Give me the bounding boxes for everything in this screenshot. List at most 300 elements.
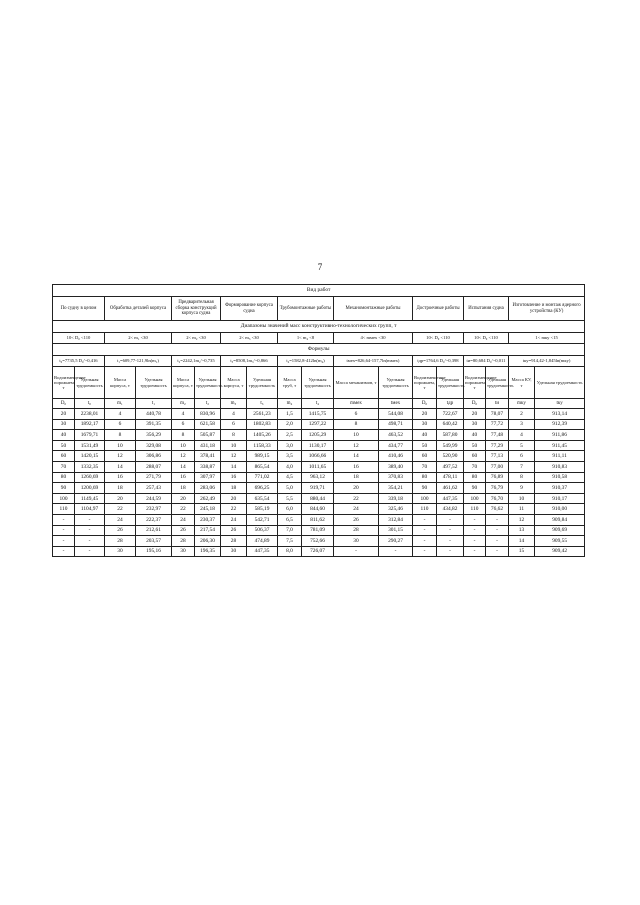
- value-cell: 12: [221, 451, 247, 462]
- value-cell: 1011,65: [302, 461, 334, 472]
- value-cell: 30: [221, 546, 247, 557]
- value-cell: 621,58: [195, 419, 221, 430]
- value-cell: 70: [464, 461, 486, 472]
- value-cell: -: [437, 546, 464, 557]
- value-cell: -: [53, 514, 75, 525]
- range-cell: 1< mку <15: [509, 333, 585, 344]
- value-cell: 378,41: [195, 451, 221, 462]
- value-cell: 3,0: [278, 440, 302, 451]
- table-row: [53, 493, 585, 504]
- value-cell: 26: [172, 525, 195, 536]
- value-cell: 12: [509, 514, 535, 525]
- formula-cell: tмех=826,64-157,7ln(mмех): [334, 356, 413, 367]
- value-cell: -: [486, 546, 509, 557]
- value-cell: 80: [53, 472, 75, 483]
- value-cell: -: [437, 514, 464, 525]
- symbol-cell: t₄: [302, 399, 334, 409]
- value-cell: -: [486, 536, 509, 547]
- value-cell: 18: [221, 483, 247, 494]
- value-cell: -: [75, 546, 105, 557]
- value-cell: 40: [53, 430, 75, 441]
- value-cell: 1679,71: [75, 430, 105, 441]
- value-cell: 9: [509, 483, 535, 494]
- work-type-header: Обработка деталей корпуса: [105, 297, 172, 321]
- value-cell: 370,83: [379, 472, 413, 483]
- work-type-header: Формирование корпуса судна: [221, 297, 278, 321]
- value-cell: 20: [221, 493, 247, 504]
- value-cell: 542,71: [247, 514, 278, 525]
- value-cell: 26: [221, 525, 247, 536]
- table-row: [53, 536, 585, 547]
- value-cell: 70: [413, 461, 437, 472]
- value-cell: -: [413, 525, 437, 536]
- value-cell: 8,0: [278, 546, 302, 557]
- formula-cell: t₁=609,77-121,9ln(m₁): [105, 356, 172, 367]
- value-cell: 911,45: [535, 440, 585, 451]
- value-cell: 781,09: [302, 525, 334, 536]
- value-cell: 880,44: [302, 493, 334, 504]
- value-cell: 100: [413, 493, 437, 504]
- value-cell: 76,89: [486, 472, 509, 483]
- value-cell: 1420,15: [75, 451, 105, 462]
- value-cell: 20: [334, 483, 379, 494]
- value-cell: 1158,33: [247, 440, 278, 451]
- param-header: Водоизмещение порожнем, т: [53, 367, 75, 399]
- value-cell: 307,97: [195, 472, 221, 483]
- value-cell: 434,82: [437, 504, 464, 515]
- value-cell: 1892,17: [75, 419, 105, 430]
- value-cell: 30: [464, 419, 486, 430]
- value-cell: 90: [53, 483, 75, 494]
- value-cell: 549,99: [437, 440, 464, 451]
- value-cell: 389,40: [379, 461, 413, 472]
- value-cell: 301,15: [379, 525, 413, 536]
- symbol-cell: m₁: [105, 399, 136, 409]
- value-cell: 635,54: [247, 493, 278, 504]
- value-cell: 4: [105, 409, 136, 420]
- formula-cell: t₄=1582,8-412ln(m₄): [278, 356, 334, 367]
- value-cell: 910,83: [535, 461, 585, 472]
- value-cell: 20: [413, 409, 437, 420]
- value-cell: 13: [509, 525, 535, 536]
- value-cell: 1149,45: [75, 493, 105, 504]
- value-cell: 1,5: [278, 409, 302, 420]
- symbol-cell: m₄: [278, 399, 302, 409]
- value-cell: 30: [172, 546, 195, 557]
- value-cell: 6: [334, 409, 379, 420]
- value-cell: 911,11: [535, 451, 585, 462]
- value-cell: 410,46: [379, 451, 413, 462]
- symbol-cell: mку: [509, 399, 535, 409]
- value-cell: 640,42: [437, 419, 464, 430]
- value-cell: 196,35: [195, 546, 221, 557]
- work-type-header: Испытания судна: [464, 297, 509, 321]
- range-cell: 10< D₀ <110: [413, 333, 464, 344]
- value-cell: 8: [509, 472, 535, 483]
- value-cell: 26: [105, 525, 136, 536]
- value-cell: 447,35: [247, 546, 278, 557]
- value-cell: 463,52: [379, 430, 413, 441]
- formula-cell: tи=80,684 D₀^-0,011: [464, 356, 509, 367]
- value-cell: 24: [172, 514, 195, 525]
- value-cell: 909,84: [535, 514, 585, 525]
- value-cell: 40: [464, 430, 486, 441]
- value-cell: 90: [464, 483, 486, 494]
- symbol-cell: m₃: [221, 399, 247, 409]
- value-cell: 16: [105, 472, 136, 483]
- value-cell: 1104,97: [75, 504, 105, 515]
- value-cell: 12: [334, 440, 379, 451]
- range-cell: 10< D₀ <110: [53, 333, 105, 344]
- value-cell: 722,67: [437, 409, 464, 420]
- value-cell: 10: [172, 440, 195, 451]
- value-cell: 478,11: [437, 472, 464, 483]
- value-cell: 195,16: [136, 546, 172, 557]
- value-cell: 506,37: [247, 525, 278, 536]
- value-cell: 60: [413, 451, 437, 462]
- value-cell: -: [53, 536, 75, 547]
- value-cell: 963,12: [302, 472, 334, 483]
- value-cell: 498,71: [379, 419, 413, 430]
- param-header: Масса корпуса, т: [172, 367, 195, 399]
- value-cell: 6: [221, 419, 247, 430]
- labor-intensity-table: [52, 284, 585, 557]
- value-cell: 3: [509, 419, 535, 430]
- value-cell: 356,29: [136, 430, 172, 441]
- value-cell: 203,57: [136, 536, 172, 547]
- table-row: [53, 461, 585, 472]
- table-row: [53, 546, 585, 557]
- value-cell: -: [53, 546, 75, 557]
- value-cell: 8: [172, 430, 195, 441]
- value-cell: 18: [334, 472, 379, 483]
- value-cell: 497,52: [437, 461, 464, 472]
- value-cell: -: [464, 546, 486, 557]
- param-header: Удельная трудоемкость: [486, 367, 509, 399]
- work-type-header: Достроечные работы: [413, 297, 464, 321]
- value-cell: 461,62: [437, 483, 464, 494]
- value-cell: 22: [172, 504, 195, 515]
- symbol-cell: tмех: [379, 399, 413, 409]
- value-cell: -: [464, 536, 486, 547]
- param-header: Водоизмещение порожнем, т: [464, 367, 486, 399]
- value-cell: 10: [221, 440, 247, 451]
- value-cell: 16: [334, 461, 379, 472]
- value-cell: 50: [53, 440, 75, 451]
- value-cell: 245,18: [195, 504, 221, 515]
- value-cell: 329,08: [136, 440, 172, 451]
- value-cell: 100: [53, 493, 75, 504]
- value-cell: -: [334, 546, 379, 557]
- work-type-header: Изготовление и монтаж ядерного устройства (КУ): [509, 297, 585, 321]
- value-cell: 1415,75: [302, 409, 334, 420]
- page-number: 7: [317, 262, 323, 272]
- value-cell: -: [413, 536, 437, 547]
- formula-cell: tдр=1764,6 D₀^-0,398: [413, 356, 464, 367]
- value-cell: -: [437, 536, 464, 547]
- value-cell: -: [437, 525, 464, 536]
- value-cell: 30: [334, 536, 379, 547]
- value-cell: 110: [413, 504, 437, 515]
- value-cell: 5,0: [278, 483, 302, 494]
- table-row: [53, 472, 585, 483]
- value-cell: 474,89: [247, 536, 278, 547]
- value-cell: 78,07: [486, 409, 509, 420]
- value-cell: 338,87: [195, 461, 221, 472]
- value-cell: 206,30: [195, 536, 221, 547]
- value-cell: 15: [509, 546, 535, 557]
- value-cell: 110: [464, 504, 486, 515]
- param-header: Удельная трудоемкость: [437, 367, 464, 399]
- value-cell: 60: [464, 451, 486, 462]
- value-cell: 544,08: [379, 409, 413, 420]
- value-cell: 14: [221, 461, 247, 472]
- table-row: [53, 504, 585, 515]
- value-cell: 325,46: [379, 504, 413, 515]
- value-cell: -: [53, 525, 75, 536]
- value-cell: 4,0: [278, 461, 302, 472]
- param-header: Удельная трудоемкость: [75, 367, 105, 399]
- param-header: Удельная трудоемкость: [247, 367, 278, 399]
- value-cell: 232,97: [136, 504, 172, 515]
- formula-cell: t₂=2242,1m₂^-0,735: [172, 356, 221, 367]
- symbol-cell: t₃: [247, 399, 278, 409]
- value-cell: 1130,17: [302, 440, 334, 451]
- value-cell: 1405,26: [247, 430, 278, 441]
- work-type-header: По судну в целом: [53, 297, 105, 321]
- value-cell: 244,59: [136, 493, 172, 504]
- value-cell: 587,80: [437, 430, 464, 441]
- value-cell: 257,43: [136, 483, 172, 494]
- value-cell: 6: [509, 451, 535, 462]
- value-cell: 7,5: [278, 536, 302, 547]
- value-cell: -: [75, 536, 105, 547]
- value-cell: 30: [413, 419, 437, 430]
- value-cell: 312,84: [379, 514, 413, 525]
- value-cell: 24: [221, 514, 247, 525]
- value-cell: 28: [334, 525, 379, 536]
- value-cell: 1802,83: [247, 419, 278, 430]
- value-cell: 440,78: [136, 409, 172, 420]
- value-cell: 12: [105, 451, 136, 462]
- value-cell: 90: [413, 483, 437, 494]
- value-cell: 8: [221, 430, 247, 441]
- value-cell: 14: [105, 461, 136, 472]
- param-header: Удельная трудоемкость: [535, 367, 585, 399]
- table-row: [53, 483, 585, 494]
- value-cell: 910,58: [535, 472, 585, 483]
- value-cell: 26: [334, 514, 379, 525]
- value-cell: 222,37: [136, 514, 172, 525]
- value-cell: 110: [53, 504, 75, 515]
- value-cell: 290,27: [379, 536, 413, 547]
- value-cell: 844,60: [302, 504, 334, 515]
- value-cell: 18: [172, 483, 195, 494]
- value-cell: 5: [509, 440, 535, 451]
- value-cell: 447,35: [437, 493, 464, 504]
- symbol-cell: mмех: [334, 399, 379, 409]
- value-cell: -: [75, 514, 105, 525]
- value-cell: 76,70: [486, 493, 509, 504]
- value-cell: 22: [334, 493, 379, 504]
- value-cell: 24: [105, 514, 136, 525]
- value-cell: 911,86: [535, 430, 585, 441]
- value-cell: 77,72: [486, 419, 509, 430]
- table-row: [53, 451, 585, 462]
- value-cell: 1200,69: [75, 483, 105, 494]
- value-cell: 505,87: [195, 430, 221, 441]
- value-cell: 913,14: [535, 409, 585, 420]
- param-header: Масса корпуса, т: [105, 367, 136, 399]
- value-cell: 771,02: [247, 472, 278, 483]
- value-cell: 11: [509, 504, 535, 515]
- symbol-cell: D₀: [53, 399, 75, 409]
- value-cell: 909,55: [535, 536, 585, 547]
- value-cell: 28: [172, 536, 195, 547]
- range-cell: 2< m₂ <30: [172, 333, 221, 344]
- value-cell: 339,18: [379, 493, 413, 504]
- value-cell: 77,48: [486, 430, 509, 441]
- value-cell: 76,79: [486, 483, 509, 494]
- symbol-cell: m₂: [172, 399, 195, 409]
- value-cell: 1531,49: [75, 440, 105, 451]
- value-cell: 28: [105, 536, 136, 547]
- value-cell: 6: [105, 419, 136, 430]
- work-type-title: Вид работ: [53, 285, 585, 297]
- value-cell: 752,66: [302, 536, 334, 547]
- value-cell: 60: [53, 451, 75, 462]
- param-header: Удельная трудоемкость: [136, 367, 172, 399]
- range-cell: 1< m₄ <8: [278, 333, 334, 344]
- value-cell: 20: [464, 409, 486, 420]
- value-cell: 230,37: [195, 514, 221, 525]
- value-cell: 2561,23: [247, 409, 278, 420]
- param-header: Масса КУ, т: [509, 367, 535, 399]
- value-cell: 1297,22: [302, 419, 334, 430]
- value-cell: 30: [105, 546, 136, 557]
- value-cell: 1260,69: [75, 472, 105, 483]
- symbol-cell: tи: [486, 399, 509, 409]
- value-cell: 520,90: [437, 451, 464, 462]
- formula-cell: tку=914,42-1,845ln(mку): [509, 356, 585, 367]
- value-cell: 8: [334, 419, 379, 430]
- value-cell: 4: [509, 430, 535, 441]
- value-cell: 12: [172, 451, 195, 462]
- value-cell: 14: [509, 536, 535, 547]
- value-cell: 919,71: [302, 483, 334, 494]
- value-cell: 811,62: [302, 514, 334, 525]
- value-cell: 5,5: [278, 493, 302, 504]
- value-cell: 10: [509, 493, 535, 504]
- value-cell: -: [379, 546, 413, 557]
- table-row: [53, 409, 585, 420]
- table-row: [53, 430, 585, 441]
- value-cell: 6: [172, 419, 195, 430]
- value-cell: 4: [221, 409, 247, 420]
- value-cell: 288,07: [136, 461, 172, 472]
- param-header: Удельная трудоемкость: [379, 367, 413, 399]
- value-cell: 16: [172, 472, 195, 483]
- value-cell: 217,54: [195, 525, 221, 536]
- value-cell: -: [413, 546, 437, 557]
- formulas-title: Формулы: [53, 344, 585, 356]
- value-cell: 14: [172, 461, 195, 472]
- value-cell: 865,54: [247, 461, 278, 472]
- value-cell: -: [486, 525, 509, 536]
- value-cell: 2: [509, 409, 535, 420]
- value-cell: 80: [464, 472, 486, 483]
- value-cell: 80: [413, 472, 437, 483]
- value-cell: 16: [221, 472, 247, 483]
- value-cell: 1332,35: [75, 461, 105, 472]
- table-row: [53, 419, 585, 430]
- value-cell: 912,39: [535, 419, 585, 430]
- value-cell: 910,37: [535, 483, 585, 494]
- value-cell: 910,17: [535, 493, 585, 504]
- value-cell: 431,18: [195, 440, 221, 451]
- ranges-title: Диапазоны значений масс конструктивно-технологических групп, т: [53, 321, 585, 333]
- work-type-header: Трубомонтажные работы: [278, 297, 334, 321]
- value-cell: 212,61: [136, 525, 172, 536]
- value-cell: 8: [105, 430, 136, 441]
- value-cell: -: [486, 514, 509, 525]
- range-cell: 2< m₃ <30: [221, 333, 278, 344]
- value-cell: 989,15: [247, 451, 278, 462]
- value-cell: 585,19: [247, 504, 278, 515]
- range-cell: 4< mмех <30: [334, 333, 413, 344]
- table-body: [53, 285, 585, 557]
- value-cell: 1066,66: [302, 451, 334, 462]
- value-cell: 40: [413, 430, 437, 441]
- value-cell: 77,13: [486, 451, 509, 462]
- value-cell: 434,77: [379, 440, 413, 451]
- value-cell: 30: [53, 419, 75, 430]
- value-cell: 18: [105, 483, 136, 494]
- symbol-cell: D₀: [413, 399, 437, 409]
- value-cell: 909,42: [535, 546, 585, 557]
- param-header: Масса механизмов, т: [334, 367, 379, 399]
- value-cell: 7: [509, 461, 535, 472]
- value-cell: 100: [464, 493, 486, 504]
- labor-intensity-table-wrap: [52, 284, 584, 557]
- value-cell: 77,00: [486, 461, 509, 472]
- value-cell: 28: [221, 536, 247, 547]
- value-cell: 22: [105, 504, 136, 515]
- value-cell: 20: [172, 493, 195, 504]
- value-cell: 24: [334, 504, 379, 515]
- value-cell: 7,0: [278, 525, 302, 536]
- value-cell: 4,5: [278, 472, 302, 483]
- value-cell: 14: [334, 451, 379, 462]
- value-cell: 10: [105, 440, 136, 451]
- param-header: Масса труб, т: [278, 367, 302, 399]
- value-cell: 22: [221, 504, 247, 515]
- param-header: Удельная трудоемкость: [302, 367, 334, 399]
- value-cell: 50: [413, 440, 437, 451]
- value-cell: 3,5: [278, 451, 302, 462]
- param-header: Удельная трудоемкость: [195, 367, 221, 399]
- value-cell: 1205,29: [302, 430, 334, 441]
- symbol-cell: t₂: [195, 399, 221, 409]
- value-cell: 306,86: [136, 451, 172, 462]
- value-cell: 391,35: [136, 419, 172, 430]
- value-cell: 6,0: [278, 504, 302, 515]
- value-cell: 909,69: [535, 525, 585, 536]
- formula-cell: t₀=7735,5 D₀^-0,416: [53, 356, 105, 367]
- value-cell: 2,5: [278, 430, 302, 441]
- value-cell: 696,25: [247, 483, 278, 494]
- symbol-cell: t₀: [75, 399, 105, 409]
